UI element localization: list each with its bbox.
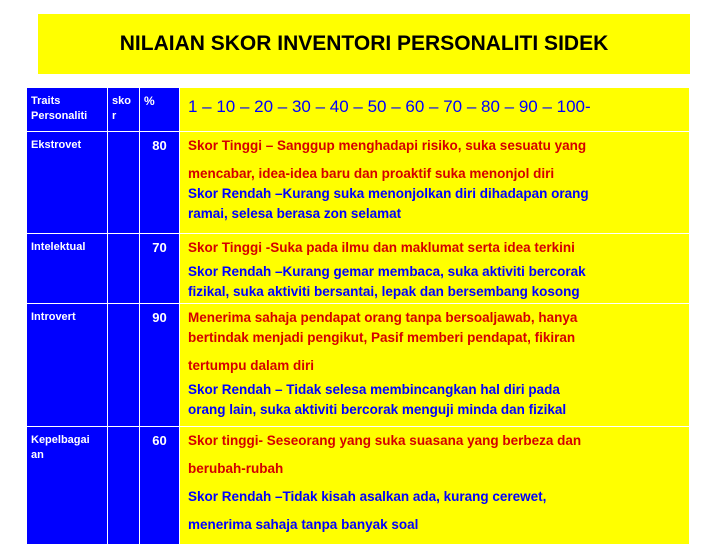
low-score-line: orang lain, suka aktiviti bercorak menguji minda dan fizikal	[188, 402, 567, 417]
low-score-line: Skor Rendah –Kurang suka menonjolkan diri dihadapan orang	[188, 186, 589, 201]
header-skor: sko r	[108, 88, 140, 132]
table-header-row	[27, 88, 690, 132]
description-cell	[180, 427, 690, 545]
table-row	[27, 132, 690, 234]
high-score-line: bertindak menjadi pengikut, Pasif memberi pendapat, fikiran	[188, 330, 576, 345]
table-row	[27, 427, 690, 545]
percent-value: 90	[140, 304, 180, 427]
page-title: NILAIAN SKOR INVENTORI PERSONALITI SIDEK	[119, 32, 609, 55]
trait-name: Kepelbagai an	[27, 427, 108, 545]
title-banner	[38, 14, 690, 74]
high-score-line: tertumpu dalam diri	[188, 358, 315, 373]
table-row	[27, 304, 690, 427]
low-score-line: Skor Rendah – Tidak selesa membincangkan hal diri pada	[188, 382, 560, 397]
skor-cell	[108, 304, 140, 427]
high-score-line: Skor Tinggi -Suka pada ilmu dan maklumat serta idea terkini	[188, 240, 575, 255]
percent-value: 80	[140, 132, 180, 234]
high-score-line: mencabar, idea-idea baru dan proaktif suka menonjol diri	[188, 166, 555, 181]
trait-name: Intelektual	[27, 234, 108, 304]
score-table	[26, 87, 690, 545]
low-score-line: menerima sahaja tanpa banyak soal	[188, 517, 419, 532]
high-score-line: berubah-rubah	[188, 461, 284, 476]
skor-cell	[108, 427, 140, 545]
table-row	[27, 234, 690, 304]
high-score-line: Skor tinggi- Seseorang yang suka suasana yang berbeza dan	[188, 433, 582, 448]
skor-cell	[108, 132, 140, 234]
skor-cell	[108, 234, 140, 304]
description-cell	[180, 132, 690, 234]
header-percent: %	[140, 88, 180, 132]
description-cell	[180, 234, 690, 304]
description-cell	[180, 304, 690, 427]
low-score-line: Skor Rendah –Kurang gemar membaca, suka aktiviti bercorak	[188, 264, 586, 279]
low-score-line: Skor Rendah –Tidak kisah asalkan ada, kurang cerewet,	[188, 489, 547, 504]
trait-name: Ekstrovet	[27, 132, 108, 234]
percent-value: 70	[140, 234, 180, 304]
trait-name: Introvert	[27, 304, 108, 427]
header-scale: 1 – 10 – 20 – 30 – 40 – 50 – 60 – 70 – 80 – 90 – 100-	[188, 97, 591, 116]
high-score-line: Menerima sahaja pendapat orang tanpa bersoaljawab, hanya	[188, 310, 578, 325]
low-score-line: fizikal, suka aktiviti bersantai, lepak dan bersembang kosong	[188, 284, 580, 299]
low-score-line: ramai, selesa berasa zon selamat	[188, 206, 402, 221]
percent-value: 60	[140, 427, 180, 545]
high-score-line: Skor Tinggi – Sanggup menghadapi risiko, suka sesuatu yang	[188, 138, 587, 153]
header-traits: Traits Personaliti	[27, 88, 108, 132]
header-scale-cell	[180, 88, 690, 132]
